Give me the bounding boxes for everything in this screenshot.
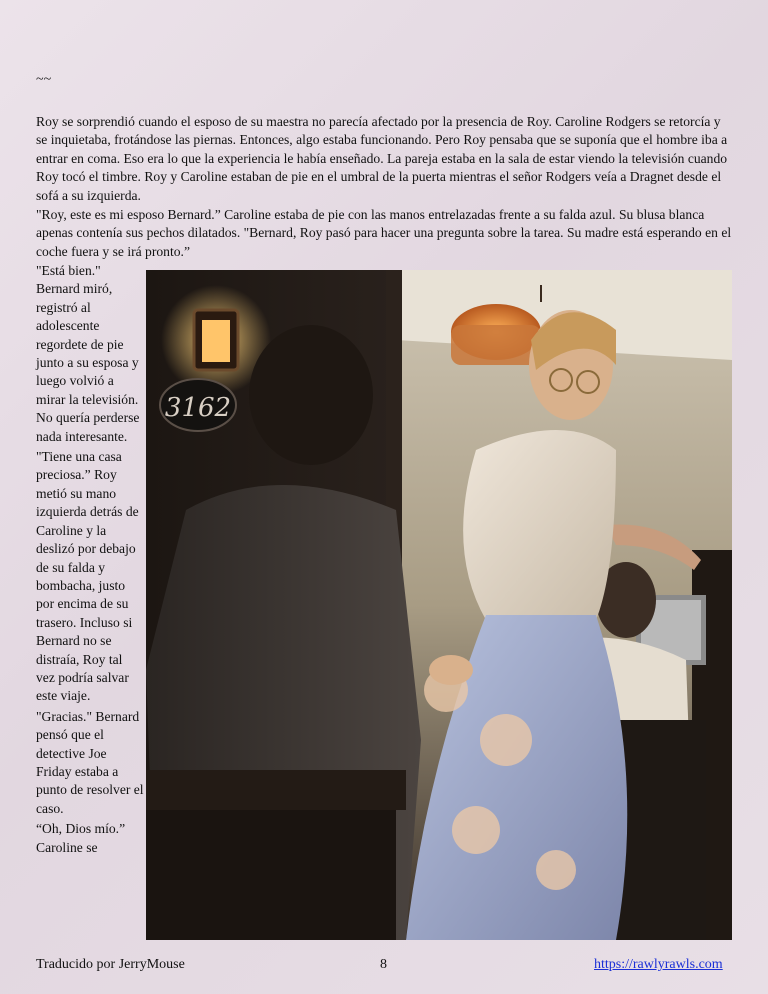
translator-credit: Traducido por JerryMouse (36, 957, 185, 972)
story-illustration (146, 270, 732, 940)
website-link[interactable]: https://rawlyrawls.com (594, 957, 723, 972)
house-number: 3162 (164, 393, 232, 423)
column-paragraph: "Gracias." Bernard pensó que el detective Joe Friday estaba a punto de resolver el caso. (36, 708, 144, 816)
column-paragraph: “Oh, Dios mío.” Caroline se (36, 821, 126, 855)
narrow-text-column (36, 262, 144, 859)
column-paragraph: "Está bien." Bernard miró, registró al adolescente regordete de pie junto a su esposa y luego volvió a mirar la televisión. No quería perderse nada interesante. (36, 263, 140, 444)
house-number-plaque (160, 379, 236, 431)
section-separator: ~~ (36, 72, 52, 87)
paragraph-2: "Roy, este es mi esposo Bernard.” Caroline estaba de pie con las manos entrelazadas frente a su falda azul. Su blusa blanca apenas contenía sus pechos dilatados. "Bernard, Roy pasó para hacer una pregunta sobre la tarea. Su madre está esperando en el coche fuera y se irá pronto.” (36, 207, 732, 259)
paragraph-1: Roy se sorprendió cuando el esposo de su maestra no parecía afectado por la presencia de Roy. Caroline Rodgers se retorcía y se inquietaba, frotándose las piernas. Entonces, algo estaba funcionando. Pero Roy pensaba que se suponía que el hombre iba a entrar en coma. Eso era lo que la experiencia le había enseñado. La pareja estaba en la sala de estar viendo la televisión cuando Roy tocó el timbre. Roy y Caroline estaban de pie en el umbral de la puerta mientras el señor Rodgers veía a Dragnet desde el sofá a su izquierda. (36, 114, 728, 203)
page-number: 8 (380, 957, 387, 972)
column-paragraph: "Tiene una casa preciosa.” Roy metió su mano izquierda detrás de Caroline y la deslizó por debajo de su falda y bombacha, justo por encima de su trasero. Incluso si Bernard no se distraía, Roy tal vez podría salvar este viaje. (36, 449, 139, 704)
